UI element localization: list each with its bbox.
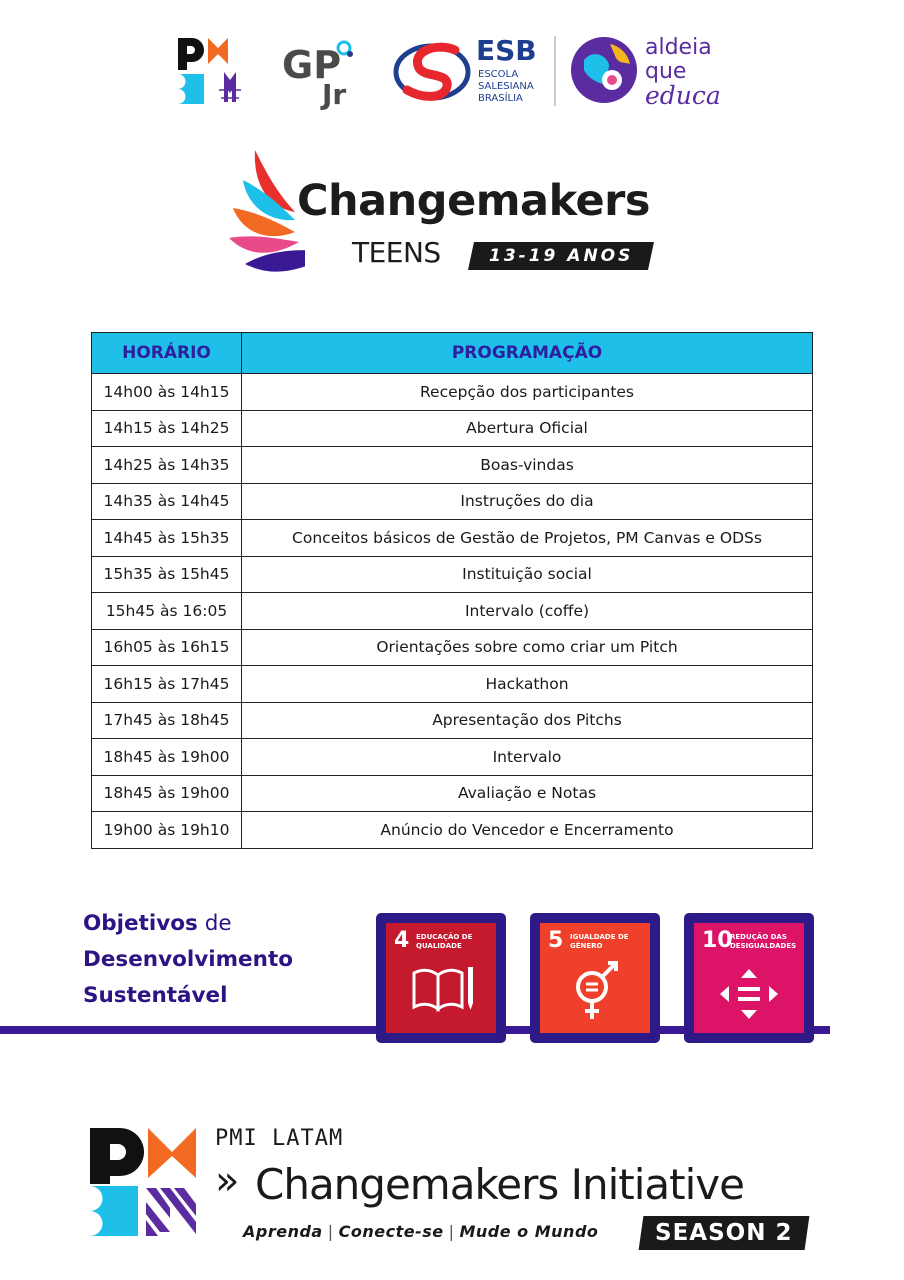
sdg-title: REDUÇÃO DAS DESIGUALDADES (730, 933, 797, 950)
aldeia-line3: educa (645, 81, 721, 110)
sdg-card-5-inner (540, 923, 650, 1033)
aldeia-line1: aldeia (645, 35, 712, 60)
sdg-card-10 (684, 913, 814, 1043)
sdg-heading (83, 906, 363, 1014)
partner-logos (0, 30, 904, 110)
sdg-heading-bold3: Sustentável (83, 983, 228, 1008)
row-time: 14h15 às 14h25 (92, 410, 242, 447)
changemakers-teens-logo (225, 146, 695, 286)
tagline-separator: | (327, 1222, 334, 1241)
row-time: 14h25 às 14h35 (92, 447, 242, 484)
table-row (92, 447, 813, 484)
esb-acronym: ESB (476, 34, 537, 67)
sdg-number: 4 (394, 928, 410, 953)
partner-logos-svg (0, 30, 904, 110)
row-time: 15h45 às 16:05 (92, 593, 242, 630)
table-row (92, 666, 813, 703)
event-subtitle: TEENS (352, 236, 441, 269)
reduced-inequalities-icon (694, 923, 804, 1033)
header-time: HORÁRIO (92, 333, 242, 374)
footer-title: Changemakers Initiative (255, 1160, 744, 1209)
gp-jr-text: Jr (322, 78, 347, 110)
sdg-card-4 (376, 913, 506, 1043)
sdg-card-5 (530, 913, 660, 1043)
tagline-item: Mude o Mundo (459, 1222, 599, 1241)
table-row (92, 775, 813, 812)
age-range-badge (468, 242, 654, 270)
row-activity: Avaliação e Notas (242, 775, 813, 812)
table-row (92, 410, 813, 447)
table-row (92, 520, 813, 557)
aldeia-que-educa-logo (571, 35, 721, 110)
sdg-number: 5 (548, 928, 564, 953)
gender-equality-icon (540, 923, 650, 1033)
table-row (92, 483, 813, 520)
row-time: 19h00 às 19h10 (92, 812, 242, 849)
row-activity: Instituição social (242, 556, 813, 593)
row-time: 16h05 às 16h15 (92, 629, 242, 666)
esb-line3: BRASÍLIA (478, 93, 523, 104)
sdg-card-10-inner (694, 923, 804, 1033)
table-row (92, 593, 813, 630)
sdg-card-4-inner (386, 923, 496, 1033)
header-activity: PROGRAMAÇÃO (242, 333, 813, 374)
tagline-separator: | (448, 1222, 455, 1241)
table-header-row (92, 333, 813, 374)
season-badge (639, 1216, 810, 1250)
row-activity: Instruções do dia (242, 483, 813, 520)
footer-tagline (243, 1222, 598, 1241)
row-time: 14h45 às 15h35 (92, 520, 242, 557)
row-activity: Apresentação dos Pitchs (242, 702, 813, 739)
gp-logo-text: GP (282, 43, 342, 87)
footer-org: PMI LATAM (215, 1126, 344, 1151)
table-row (92, 556, 813, 593)
tagline-item: Aprenda (243, 1222, 323, 1241)
row-activity: Recepção dos participantes (242, 374, 813, 411)
book-pencil-icon (386, 923, 496, 1033)
table-row (92, 812, 813, 849)
sdg-title: EDUCAÇÃO DE QUALIDADE (416, 933, 473, 950)
table-row (92, 702, 813, 739)
row-time: 18h45 às 19h00 (92, 775, 242, 812)
row-activity: Hackathon (242, 666, 813, 703)
season-label: SEASON 2 (655, 1220, 793, 1246)
flame-swoosh-icon (225, 146, 305, 286)
pmi-logo-large (88, 1126, 204, 1242)
tagline-item: Conecte-se (338, 1222, 444, 1241)
table-row (92, 374, 813, 411)
sdg-title: IGUALDADE DE GÊNERO (570, 933, 629, 950)
row-activity: Intervalo (242, 739, 813, 776)
schedule-table (91, 332, 813, 849)
row-time: 17h45 às 18h45 (92, 702, 242, 739)
sdg-heading-bold1: Objetivos (83, 911, 198, 936)
row-activity: Intervalo (coffe) (242, 593, 813, 630)
row-activity: Anúncio do Vencedor e Encerramento (242, 812, 813, 849)
row-activity: Orientações sobre como criar um Pitch (242, 629, 813, 666)
row-time: 15h35 às 15h45 (92, 556, 242, 593)
row-activity: Abertura Oficial (242, 410, 813, 447)
table-row (92, 739, 813, 776)
age-range-label: 13-19 ANOS (488, 246, 634, 266)
gp-jr-logo (282, 42, 353, 110)
row-activity: Boas-vindas (242, 447, 813, 484)
esb-line1: ESCOLA (478, 69, 519, 80)
sdg-heading-bold2: Desenvolvimento (83, 947, 293, 972)
row-time: 18h45 às 19h00 (92, 739, 242, 776)
pmi-logo-small (178, 38, 241, 104)
double-chevron-icon: » (215, 1158, 240, 1204)
sdg-heading-normal: de (197, 911, 232, 936)
row-time: 16h15 às 17h45 (92, 666, 242, 703)
row-time: 14h35 às 14h45 (92, 483, 242, 520)
sdg-number: 10 (702, 928, 733, 953)
esb-line2: SALESIANA (478, 81, 534, 92)
row-activity: Conceitos básicos de Gestão de Projetos, PM Canvas e ODSs (242, 520, 813, 557)
table-row (92, 629, 813, 666)
esb-logo (396, 34, 555, 106)
event-name: Changemakers (297, 176, 650, 226)
aldeia-line2: que (645, 59, 687, 84)
row-time: 14h00 às 14h15 (92, 374, 242, 411)
